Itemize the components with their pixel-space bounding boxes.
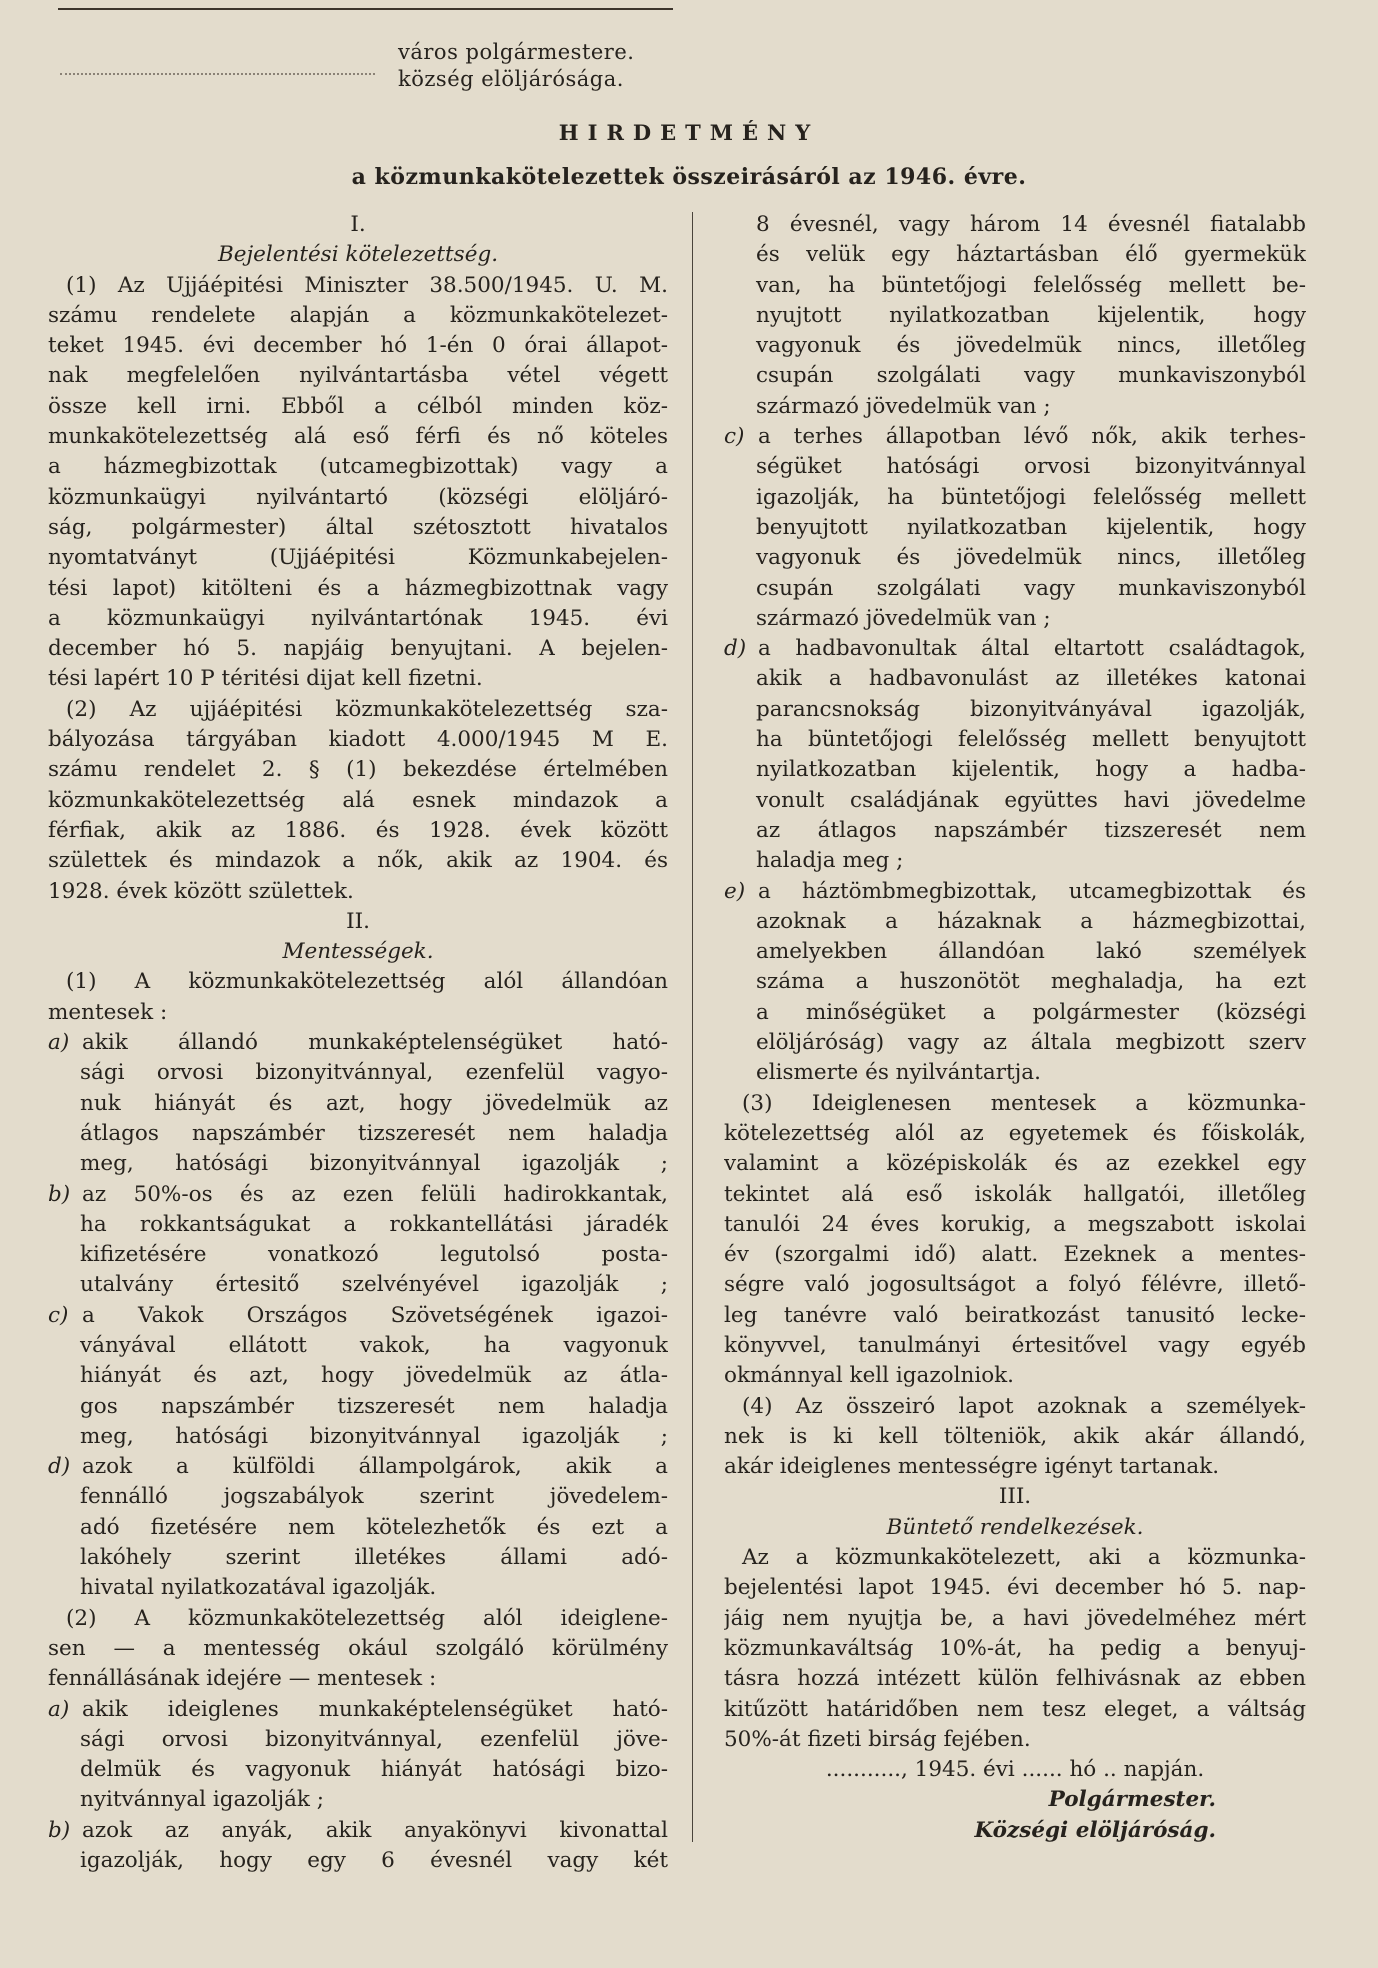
text-line <box>48 1604 668 1634</box>
text-line <box>48 1149 668 1179</box>
line-text: ségre való jogosultságot a folyó félévre, illető- <box>724 1272 1306 1298</box>
line-text: 8 évesnél, vagy három 14 évesnél fiatalabb <box>756 212 1306 237</box>
text-line <box>48 1301 668 1331</box>
top-rule <box>58 8 673 10</box>
text-line <box>724 695 1306 725</box>
line-text: jáig nem nyujtja be, a havi jövedelméhez mért <box>724 1605 1306 1631</box>
text-line <box>48 1695 668 1725</box>
text-line <box>724 1513 1306 1543</box>
line-text: kifizetésére vonatkozó legutolsó posta- <box>80 1242 668 1268</box>
line-text: számu rendelete alapján a közmunkakötelezet- <box>48 302 668 328</box>
text-line <box>724 1573 1306 1603</box>
text-line <box>48 1240 668 1270</box>
text-line <box>724 1543 1306 1573</box>
text-line <box>724 1028 1306 1058</box>
line-text: adó fizetésére nem kötelezhetők és ezt a <box>80 1514 668 1540</box>
line-text: év (szorgalmi idő) alatt. Ezeknek a mentes- <box>724 1242 1306 1268</box>
text-line <box>48 1543 668 1573</box>
line-text: lakóhely szerint illetékes állami adó- <box>80 1545 668 1571</box>
line-text: (2) Az ujjáépitési közmunkakötelezettség sza- <box>66 696 668 722</box>
line-text: sen — a mentesség okául szolgáló körülmény <box>48 1635 668 1661</box>
line-text: I. <box>350 212 366 237</box>
text-line <box>724 422 1306 452</box>
text-line <box>48 452 668 482</box>
line-text: nyomtatványt (Ujjáépitési Közmunkabejelen- <box>48 545 668 571</box>
line-text: tési lapot) kitölteni és a házmegbizottnak vagy <box>48 575 668 601</box>
line-text: igazolják, hogy egy 6 évesnél vagy két <box>80 1848 668 1874</box>
text-line <box>724 786 1306 816</box>
line-text: meg, hatósági bizonyitvánnyal igazolják ; <box>80 1423 668 1449</box>
text-line <box>724 1119 1306 1149</box>
header-line-mayor: város polgármestere. <box>398 40 635 64</box>
line-text: tásra hozzá intézett külön felhivásnak az ebben <box>724 1666 1306 1692</box>
line-text: utalvány értesitő szelvényével igazolják ; <box>80 1272 668 1298</box>
text-line <box>48 1361 668 1391</box>
text-line <box>724 1058 1306 1088</box>
text-line <box>48 1392 668 1422</box>
text-line <box>48 1573 668 1603</box>
line-text: a közmunkaügyi nyilvántartónak 1945. évi <box>48 605 668 631</box>
text-line <box>724 1240 1306 1270</box>
text-line <box>724 271 1306 301</box>
line-text: II. <box>346 908 370 934</box>
text-line <box>724 331 1306 361</box>
text-line <box>48 1270 668 1300</box>
text-line <box>724 1210 1306 1240</box>
text-line <box>724 846 1306 876</box>
text-line <box>48 361 668 391</box>
line-text: nyitvánnyal igazolják ; <box>80 1787 325 1813</box>
line-text: akár ideiglenes mentességre igényt tartanak. <box>724 1454 1220 1480</box>
line-text: Mentességek. <box>282 939 434 965</box>
text-line <box>724 1149 1306 1179</box>
text-line <box>724 1361 1306 1391</box>
line-text: (1) A közmunkakötelezettség alól állandóan <box>66 969 668 995</box>
line-text: fennálló jogszabályok szerint jövedelem- <box>80 1484 668 1510</box>
text-line <box>48 1785 668 1815</box>
text-line <box>724 210 1306 240</box>
text-line <box>724 1392 1306 1422</box>
line-text: van, ha büntetőjogi felelősség mellett be- <box>756 272 1306 298</box>
line-text: bályozása tárgyában kiadott 4.000/1945 M E. <box>48 727 668 753</box>
line-text: bejelentési lapot 1945. évi december hó 5. nap- <box>724 1575 1306 1601</box>
line-text: átlagos napszámbér tizszeresét nem haladja <box>80 1120 668 1146</box>
text-line <box>724 1270 1306 1300</box>
text-line <box>48 786 668 816</box>
text-line <box>48 816 668 846</box>
item-marker: b) <box>48 1181 71 1207</box>
text-line <box>48 846 668 876</box>
line-text: születtek és mindazok a nők, akik az 1904. és <box>48 848 668 874</box>
line-text: tési lapért 10 P téritési dijat kell fizetni. <box>48 666 483 692</box>
line-text: valamint a középiskolák és az ezekkel egy <box>724 1151 1306 1177</box>
text-line <box>724 755 1306 785</box>
line-text: mentesek : <box>48 999 168 1025</box>
text-line <box>48 695 668 725</box>
text-line <box>48 1513 668 1543</box>
line-text: a házmegbizottak (utcamegbizottak) vagy a <box>48 454 668 480</box>
text-line <box>724 1634 1306 1664</box>
line-text: száma a huszonötöt meghaladja, ha ezt <box>756 969 1306 995</box>
text-line <box>48 513 668 543</box>
line-text: Polgármester. <box>1048 1787 1216 1813</box>
line-text: (3) Ideiglenesen mentesek a közmunka- <box>742 1090 1306 1116</box>
line-text: Büntető rendelkezések. <box>886 1514 1144 1540</box>
line-text: okmánnyal kell igazolniok. <box>724 1363 1015 1389</box>
text-line <box>724 664 1306 694</box>
text-line <box>724 452 1306 482</box>
text-line <box>724 1452 1306 1482</box>
line-text: tekintet alá eső iskolák hallgatói, illetőleg <box>724 1181 1306 1207</box>
line-text: leg tanévre való beiratkozást tanusitó lecke- <box>724 1302 1306 1328</box>
notice-subtitle: a közmunkakötelezettek összeirásáról az 1946. évre. <box>351 164 1027 190</box>
text-line <box>724 877 1306 907</box>
text-line <box>48 1452 668 1482</box>
line-text: azoknak a házaknak a házmegbizottai, <box>756 908 1306 934</box>
text-line <box>48 1755 668 1785</box>
text-line <box>724 1180 1306 1210</box>
line-text: számu rendelet 2. § (1) bekezdése értelmében <box>48 757 668 783</box>
text-line <box>724 1089 1306 1119</box>
text-line <box>724 574 1306 604</box>
line-text: ..........., 1945. évi ...... hó .. napján. <box>825 1757 1205 1783</box>
item-marker: a) <box>48 1696 70 1722</box>
text-line <box>48 422 668 452</box>
text-line <box>724 1785 1306 1815</box>
text-line <box>724 1755 1306 1785</box>
line-text: vonult családjának együttes havi jövedelme <box>756 787 1306 813</box>
text-line <box>48 604 668 634</box>
text-line <box>48 1634 668 1664</box>
line-text: ségüket hatósági orvosi bizonyitvánnyal <box>756 454 1306 480</box>
text-line <box>724 634 1306 664</box>
text-line <box>48 301 668 331</box>
line-text: az 50%-os és az ezen felüli hadirokkantak, <box>82 1181 668 1207</box>
line-text: munkakötelezettség alá eső férfi és nő köteles <box>48 424 668 450</box>
line-text: haladja meg ; <box>756 848 904 874</box>
text-line <box>48 210 668 240</box>
text-line <box>724 1664 1306 1694</box>
line-text: a háztömbmegbizottak, utcamegbizottak és <box>758 878 1306 904</box>
line-text: hiányát és azt, hogy jövedelmük az átla- <box>80 1363 668 1389</box>
line-text: elismerte és nyilvántartja. <box>756 1060 1041 1086</box>
text-line <box>48 331 668 361</box>
line-text: december hó 5. napjáig benyujtani. A bejelen- <box>48 636 668 662</box>
text-line <box>724 513 1306 543</box>
line-text: Bejelentési kötelezettség. <box>217 242 499 268</box>
text-line <box>724 392 1306 422</box>
text-line <box>48 1422 668 1452</box>
line-text: akik állandó munkaképtelenségüket ható- <box>82 1030 668 1056</box>
line-text: ha rokkantságukat a rokkantellátási járadék <box>80 1211 668 1237</box>
text-line <box>724 998 1306 1028</box>
line-text: III. <box>998 1484 1032 1510</box>
line-text: delmük és vagyonuk hiányát hatósági bizo- <box>80 1757 668 1783</box>
text-line <box>48 1210 668 1240</box>
line-text: fennállásának idejére — mentesek : <box>48 1666 437 1692</box>
line-text: a terhes állapotban lévő nők, akik terhes- <box>758 424 1306 450</box>
column-divider <box>692 212 693 1842</box>
text-line <box>48 1816 668 1846</box>
line-text: akik ideiglenes munkaképtelenségüket ható- <box>82 1696 668 1722</box>
line-text: azok az anyák, akik anyakönyvi kivonattal <box>82 1817 668 1843</box>
text-line <box>724 1482 1306 1512</box>
item-marker: c) <box>48 1302 69 1328</box>
line-text: a hadbavonultak által eltartott családtagok, <box>758 636 1306 662</box>
text-line <box>48 1725 668 1755</box>
item-marker: c) <box>724 424 745 450</box>
item-marker: d) <box>48 1454 71 1480</box>
text-line <box>724 1816 1306 1846</box>
text-line <box>48 392 668 422</box>
text-line <box>724 907 1306 937</box>
line-text: nyujtott nyilatkozatban kijelentik, hogy <box>756 302 1306 328</box>
text-line <box>724 967 1306 997</box>
text-line <box>48 1058 668 1088</box>
line-text: Az a közmunkakötelezett, aki a közmunka- <box>742 1545 1306 1571</box>
line-text: közmunkaváltság 10%-át, ha pedig a benyuj- <box>724 1635 1306 1661</box>
text-line <box>48 1482 668 1512</box>
text-line <box>48 725 668 755</box>
line-text: össze kell irni. Ebből a célból minden köz- <box>48 393 668 419</box>
line-text: (2) A közmunkakötelezettség alól ideiglene- <box>66 1605 668 1631</box>
line-text: 1928. évek között születtek. <box>48 878 354 904</box>
line-text: az átlagos napszámbér tizszeresét nem <box>756 817 1306 843</box>
line-text: nak megfelelően nyilvántartásba vétel végett <box>48 363 668 389</box>
item-marker: e) <box>724 878 746 904</box>
line-text: ványával ellátott vakok, ha vagyonuk <box>80 1332 668 1358</box>
line-text: nyilatkozatban kijelentik, hogy a hadba- <box>756 757 1306 783</box>
line-text: elöljáróság) vagy az általa megbizott szerv <box>756 1030 1306 1056</box>
line-text: a minőségüket a polgármester (községi <box>756 999 1306 1025</box>
line-text: származó jövedelmük van ; <box>756 605 1051 631</box>
line-text: teket 1945. évi december hó 1-én 0 órai állapot- <box>48 333 668 359</box>
text-line <box>48 937 668 967</box>
text-line <box>48 998 668 1028</box>
line-text: (1) Az Ujjáépitési Miniszter 38.500/1945. U. M. <box>66 272 668 298</box>
text-line <box>48 755 668 785</box>
text-line <box>48 574 668 604</box>
text-line <box>48 1180 668 1210</box>
text-line <box>724 725 1306 755</box>
text-line <box>724 1695 1306 1725</box>
line-text: sági orvosi bizonyitvánnyal, ezenfelül vagyo- <box>80 1060 668 1086</box>
line-text: (4) Az összeiró lapot azoknak a személyek- <box>742 1393 1306 1419</box>
line-text: ha büntetőjogi felelősség mellett benyujtott <box>756 727 1306 753</box>
text-line <box>724 543 1306 573</box>
line-text: vagyonuk és jövedelmük nincs, illetőleg <box>756 333 1306 359</box>
left-column <box>48 210 668 1876</box>
line-text: Községi elöljáróság. <box>974 1817 1216 1843</box>
header-line-council: község elöljárósága. <box>398 67 624 91</box>
line-text: közmunkaügyi nyilvántartó (községi elöljáró- <box>48 484 668 510</box>
right-column <box>724 210 1306 1846</box>
text-line <box>48 271 668 301</box>
item-marker: d) <box>724 636 747 662</box>
text-line <box>724 1331 1306 1361</box>
line-text: azok a külföldi állampolgárok, akik a <box>82 1454 668 1480</box>
line-text: gos napszámbér tizszeresét nem haladja <box>80 1393 668 1419</box>
blank-place-name-line <box>60 73 375 75</box>
text-line <box>48 543 668 573</box>
text-line <box>724 816 1306 846</box>
text-line <box>48 967 668 997</box>
text-line <box>724 1604 1306 1634</box>
text-line <box>724 240 1306 270</box>
notice-title: HIRDETMÉNY <box>558 120 820 145</box>
line-text: közmunkakötelezettség alá esnek mindazok a <box>48 787 668 813</box>
line-text: meg, hatósági bizonyitvánnyal igazolják ; <box>80 1151 668 1177</box>
text-line <box>724 1301 1306 1331</box>
line-text: amelyekben állandóan lakó személyek <box>756 939 1306 965</box>
line-text: kitűzött határidőben nem tesz eleget, a váltság <box>724 1696 1306 1722</box>
line-text: könyvvel, tanulmányi értesitővel vagy egyéb <box>724 1332 1306 1358</box>
text-line <box>48 240 668 270</box>
line-text: benyujtott nyilatkozatban kijelentik, hogy <box>756 514 1306 540</box>
text-line <box>724 1422 1306 1452</box>
line-text: kötelezettség alól az egyetemek és főiskolák, <box>724 1120 1306 1146</box>
line-text: sági orvosi bizonyitvánnyal, ezenfelül jöve- <box>80 1726 668 1752</box>
text-line <box>724 604 1306 634</box>
text-line <box>48 664 668 694</box>
item-marker: b) <box>48 1817 71 1843</box>
line-text: ság, polgármester) által szétosztott hivatalos <box>48 514 668 540</box>
line-text: nek is ki kell tölteniök, akik akár állandó, <box>724 1423 1306 1449</box>
line-text: akik a hadbavonulást az illetékes katonai <box>756 666 1306 692</box>
text-line <box>724 937 1306 967</box>
text-line <box>48 877 668 907</box>
text-line <box>48 907 668 937</box>
item-marker: a) <box>48 1030 70 1056</box>
line-text: vagyonuk és jövedelmük nincs, illetőleg <box>756 545 1306 571</box>
line-text: és velük egy háztartásban élő gyermekük <box>756 242 1306 268</box>
line-text: parancsnokság bizonyitványával igazolják, <box>756 696 1306 722</box>
text-line <box>724 1725 1306 1755</box>
text-line <box>48 1028 668 1058</box>
text-line <box>48 1846 668 1876</box>
line-text: igazolják, ha büntetőjogi felelősség mellett <box>756 484 1306 510</box>
text-line <box>48 1119 668 1149</box>
text-line <box>48 634 668 664</box>
text-line <box>724 301 1306 331</box>
line-text: a Vakok Országos Szövetségének igazoi- <box>82 1302 668 1328</box>
text-line <box>724 483 1306 513</box>
line-text: tanulói 24 éves korukig, a megszabott iskolai <box>724 1211 1306 1237</box>
line-text: származó jövedelmük van ; <box>756 393 1051 419</box>
line-text: csupán szolgálati vagy munkaviszonyból <box>756 363 1306 389</box>
line-text: férfiak, akik az 1886. és 1928. évek között <box>48 817 668 843</box>
text-line <box>48 1089 668 1119</box>
line-text: hivatal nyilatkozatával igazolják. <box>80 1575 437 1601</box>
text-line <box>48 1664 668 1694</box>
line-text: nuk hiányát és azt, hogy jövedelmük az <box>80 1090 668 1116</box>
text-line <box>48 483 668 513</box>
text-line <box>48 1331 668 1361</box>
text-line <box>724 361 1306 391</box>
line-text: csupán szolgálati vagy munkaviszonyból <box>756 575 1306 601</box>
line-text: 50%-át fizeti birság fejében. <box>724 1726 1031 1752</box>
